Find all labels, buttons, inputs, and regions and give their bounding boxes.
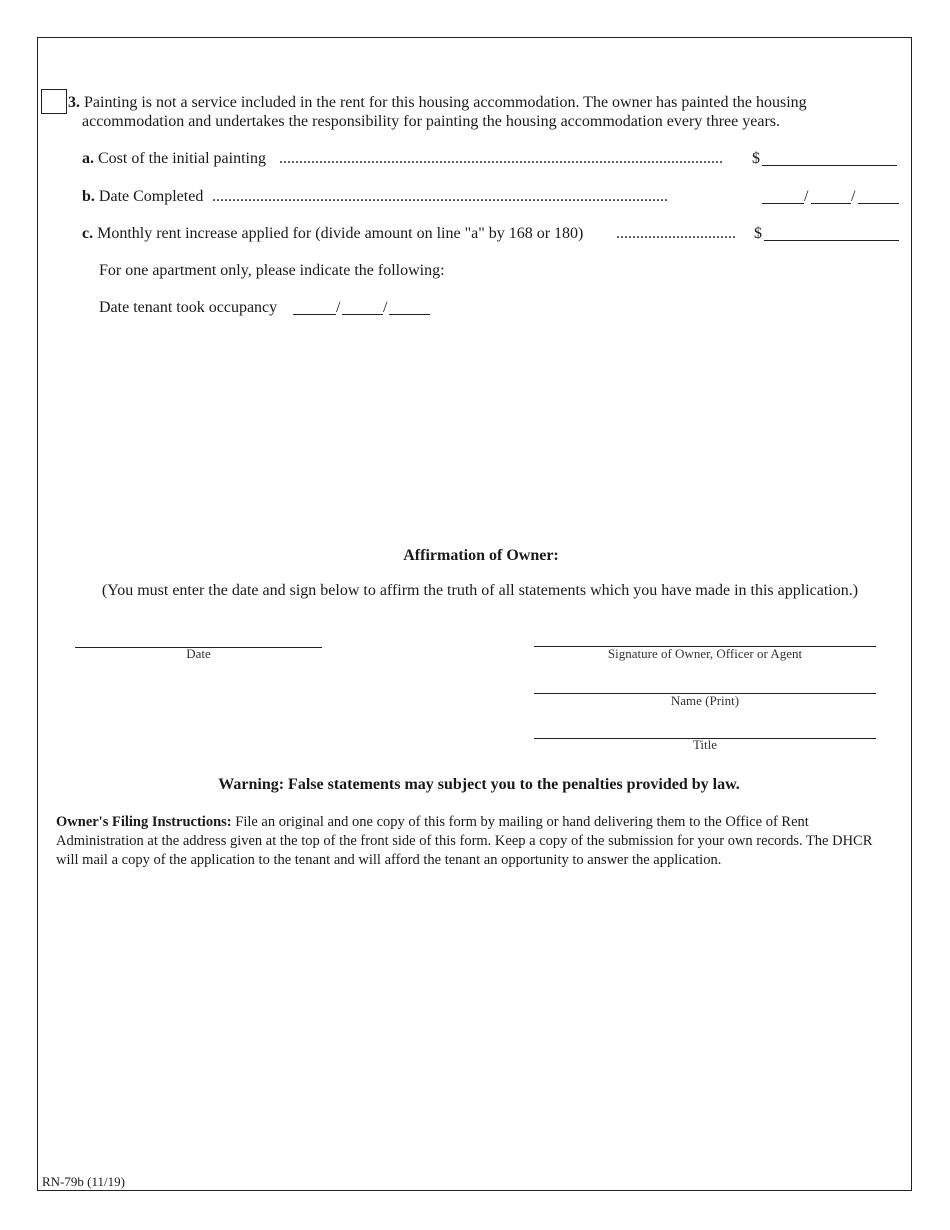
- line-c-amount-field[interactable]: [764, 240, 899, 241]
- occupancy-year-field[interactable]: [389, 314, 430, 315]
- item3-number: 3.: [68, 94, 80, 111]
- title-caption: Title: [692, 737, 718, 752]
- line-c-letter: c.: [82, 225, 94, 242]
- line-c-dots: ..............................: [616, 225, 736, 242]
- line-a-currency: $: [752, 150, 760, 167]
- date-caption: Date: [186, 646, 211, 661]
- occupancy-sep1: /: [336, 299, 341, 316]
- filing-instructions-label: Owner's Filing Instructions:: [56, 814, 232, 830]
- line-b: [82, 187, 203, 206]
- item3-description-line2: accommodation and undertakes the responsibility for painting the housing accommodation every three years.: [82, 113, 781, 130]
- item3-text-line1: [68, 93, 807, 112]
- line-b-day-field[interactable]: [811, 203, 851, 204]
- owner-signature-caption: Signature of Owner, Officer or Agent: [607, 646, 803, 661]
- occupancy-month-field[interactable]: [293, 314, 336, 315]
- name-print-caption: Name (Print): [670, 693, 740, 708]
- line-b-month-field[interactable]: [762, 203, 804, 204]
- line-a-dots: ...............................................................................................................: [279, 150, 723, 167]
- line-b-sep2: /: [851, 188, 856, 205]
- line-b-year-field[interactable]: [858, 203, 899, 204]
- line-b-sep1: /: [804, 188, 809, 205]
- one-apartment-note: For one apartment only, please indicate the following:: [99, 262, 445, 279]
- occupancy-label: Date tenant took occupancy: [99, 299, 278, 316]
- line-c: [82, 224, 583, 243]
- line-b-letter: b.: [82, 188, 95, 205]
- occupancy-day-field[interactable]: [342, 314, 383, 315]
- item3-description-line1: Painting is not a service included in the rent for this housing accommodation. The owner has painted the housing: [84, 94, 807, 111]
- form-code: RN-79b (11/19): [42, 1174, 125, 1189]
- line-b-label: Date Completed: [98, 188, 204, 205]
- item3-checkbox[interactable]: [41, 89, 67, 114]
- affirmation-heading: Affirmation of Owner:: [403, 547, 559, 564]
- line-a-label: Cost of the initial painting: [98, 150, 266, 167]
- line-c-currency: $: [754, 225, 762, 242]
- line-c-label: Monthly rent increase applied for (divide amount on line "a" by 168 or 180): [97, 225, 584, 242]
- line-a-amount-field[interactable]: [762, 165, 897, 166]
- line-a-letter: a.: [82, 150, 94, 167]
- page-border: [37, 37, 912, 1191]
- line-b-dots: ..................................................................................................................: [212, 188, 668, 205]
- affirmation-instruction: (You must enter the date and sign below to affirm the truth of all statements which you have made in this application.): [101, 582, 859, 599]
- filing-instructions: [56, 813, 896, 870]
- warning-text: Warning: False statements may subject you to the penalties provided by law.: [218, 776, 740, 793]
- filing-instructions-text: File an original and one copy of this form by mailing or hand delivering them to the Office of Rent Administration at the address given at the top of the front side of this form. Keep a copy of the submission for your own records. The DHCR will mail a copy of the application to the tenant and will afford the tenant an opportunity to answer the application.: [56, 814, 873, 868]
- occupancy-sep2: /: [383, 299, 388, 316]
